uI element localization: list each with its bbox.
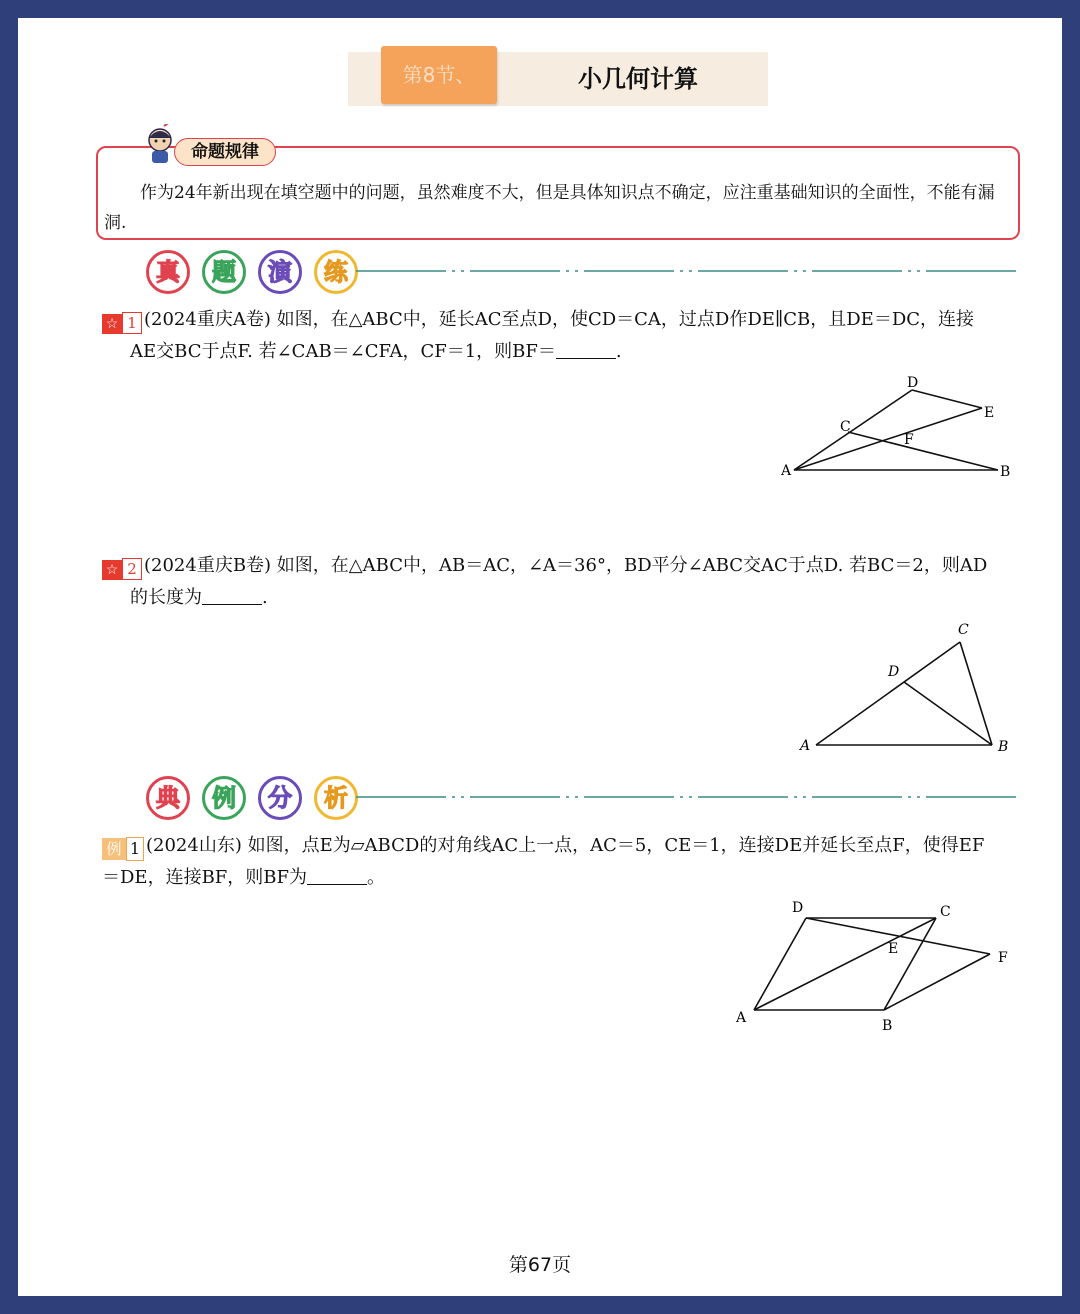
example-tag: 例 — [102, 838, 126, 860]
figure-2 — [790, 620, 1016, 760]
problem-1-text: (2024重庆A卷) 如图，在△ABC中，延长AC至点D，使CD＝CA，过点D作DE∥CB，且DE＝DC，连接 — [144, 309, 975, 330]
problem-2-line1 — [102, 550, 1022, 582]
figure-1 — [770, 374, 1020, 482]
problem-1-line2 — [102, 336, 1022, 368]
label-C: C — [940, 904, 951, 920]
label-C: C — [840, 419, 851, 435]
problem-number: 1 — [122, 312, 142, 334]
badge-example-2: 例 — [202, 776, 246, 820]
label-F: F — [904, 432, 914, 448]
example-1-end: 。 — [367, 867, 386, 888]
section-divider-line — [356, 794, 1016, 800]
worksheet-page — [18, 18, 1062, 1296]
answer-blank[interactable] — [556, 340, 616, 359]
answer-blank[interactable] — [307, 866, 367, 885]
badge-practice-2: 题 — [202, 250, 246, 294]
label-E: E — [984, 405, 995, 421]
problem-1-end: . — [615, 341, 622, 362]
figure-3 — [726, 898, 1020, 1038]
label-C: C — [958, 622, 969, 638]
problem-1 — [102, 304, 1022, 368]
rule-tag: 命题规律 — [174, 138, 276, 166]
label-E: E — [888, 941, 899, 957]
rule-text: 作为24年新出现在填空题中的问题，虽然难度不大，但是具体知识点不确定，应注重基础知识的全面性，不能有漏洞. — [104, 183, 995, 233]
label-B: B — [998, 739, 1009, 755]
problem-2-text-cont: 的长度为 — [130, 587, 202, 608]
label-B: B — [882, 1018, 893, 1034]
star-icon: ☆ — [102, 314, 122, 334]
problem-2-text: (2024重庆B卷) 如图，在△ABC中，AB＝AC，∠A＝36°，BD平分∠ABC交AC于点D. 若BC＝2，则AD — [144, 555, 988, 576]
section-divider-line — [356, 268, 1016, 274]
example-1-text: (2024山东) 如图，点E为▱ABCD的对角线AC上一点，AC＝5，CE＝1，连接DE并延长至点F，使得EF — [146, 835, 985, 856]
example-1-line1 — [102, 830, 1022, 862]
badge-example-4: 析 — [314, 776, 358, 820]
answer-blank[interactable] — [202, 586, 262, 605]
problem-2-line2 — [102, 582, 1022, 614]
label-F: F — [998, 950, 1008, 966]
problem-1-text-cont: AE交BC于点F. 若∠CAB＝∠CFA，CF＝1，则BF＝ — [130, 341, 556, 362]
example-1-line2 — [102, 862, 1022, 894]
label-D: D — [907, 375, 919, 391]
badge-practice-4: 练 — [314, 250, 358, 294]
problem-number: 2 — [122, 558, 142, 580]
problem-2 — [102, 550, 1022, 614]
star-icon: ☆ — [102, 560, 122, 580]
label-B: B — [1000, 464, 1011, 480]
badge-example-3: 分 — [258, 776, 302, 820]
badge-practice-3: 演 — [258, 250, 302, 294]
label-D: D — [888, 664, 900, 680]
badge-example-1: 典 — [146, 776, 190, 820]
example-number: 1 — [126, 837, 144, 861]
example-1 — [102, 830, 1022, 894]
label-A: A — [736, 1010, 747, 1026]
section-number: 第8节、 — [381, 46, 497, 104]
mascot-icon — [144, 124, 176, 164]
label-A: A — [781, 463, 792, 479]
badge-practice-1: 真 — [146, 250, 190, 294]
label-A: A — [800, 738, 811, 754]
page-title: 小几何计算 — [578, 65, 698, 93]
problem-1-line1 — [102, 304, 1022, 336]
example-1-text-cont: ＝DE，连接BF，则BF为 — [102, 867, 308, 888]
label-D: D — [792, 900, 804, 916]
page-number: 第67页 — [508, 1254, 572, 1276]
problem-2-end: . — [262, 587, 268, 608]
